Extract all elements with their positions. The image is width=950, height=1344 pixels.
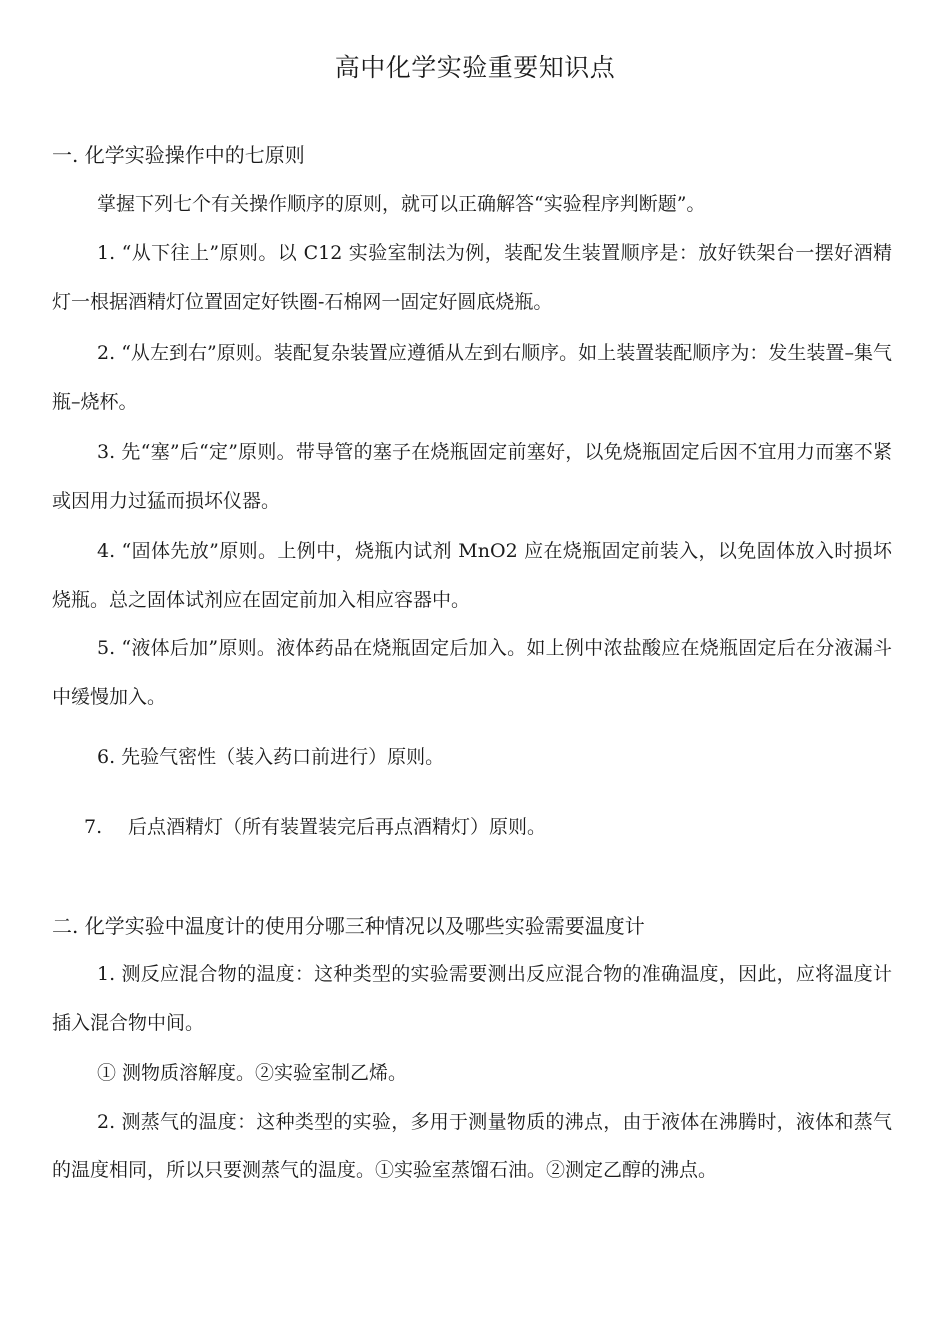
section-heading-2: 二. 化学实验中温度计的使用分哪三种情况以及哪些实验需要温度计 (52, 914, 645, 938)
rule-1-paragraph: 1. “从下往上”原则。以 C12 实验室制法为例，装配发生装置顺序是：放好铁架台一摆好酒精灯一根据酒精灯位置固定好铁圈-石棉网一固定好圆底烧瓶。 (52, 242, 892, 313)
rule-5-paragraph: 5. “液体后加”原则。液体药品在烧瓶固定后加入。如上例中浓盐酸应在烧瓶固定后在分液漏斗中缓慢加入。 (52, 637, 892, 708)
thermometer-case-1-examples: ① 测物质溶解度。②实验室制乙烯。 (97, 1062, 408, 1084)
thermometer-case-1-paragraph: 1. 测反应混合物的温度：这种类型的实验需要测出反应混合物的准确温度，因此，应将温度计插入混合物中间。 (52, 963, 892, 1034)
rule-4-paragraph: 4. “固体先放”原则。上例中，烧瓶内试剂 MnO2 应在烧瓶固定前装入，以免固体放入时损坏烧瓶。总之固体试剂应在固定前加入相应容器中。 (52, 540, 892, 611)
rule-3-paragraph: 3. 先“塞”后“定”原则。带导管的塞子在烧瓶固定前塞好，以免烧瓶固定后因不宜用力而塞不紧或因用力过猛而损坏仪器。 (52, 441, 892, 512)
section1-intro: 掌握下列七个有关操作顺序的原则，就可以正确解答“实验程序判断题”。 (97, 193, 706, 215)
rule-6-paragraph: 6. 先验气密性（装入药口前进行）原则。 (97, 746, 445, 768)
document-title: 高中化学实验重要知识点 (334, 53, 616, 82)
rule-7-number: 7. (84, 816, 103, 838)
section-heading-1: 一. 化学实验操作中的七原则 (52, 143, 305, 167)
rule-2-paragraph: 2. “从左到右”原则。装配复杂装置应遵循从左到右顺序。如上装置装配顺序为：发生装置–集气瓶–烧杯。 (52, 342, 892, 413)
rule-7-text: 后点酒精灯（所有装置装完后再点酒精灯）原则。 (128, 816, 547, 838)
thermometer-case-2-paragraph: 2. 测蒸气的温度：这种类型的实验，多用于测量物质的沸点，由于液体在沸腾时，液体和蒸气的温度相同，所以只要测蒸气的温度。①实验室蒸馏石油。②测定乙醇的沸点。 (52, 1111, 892, 1181)
